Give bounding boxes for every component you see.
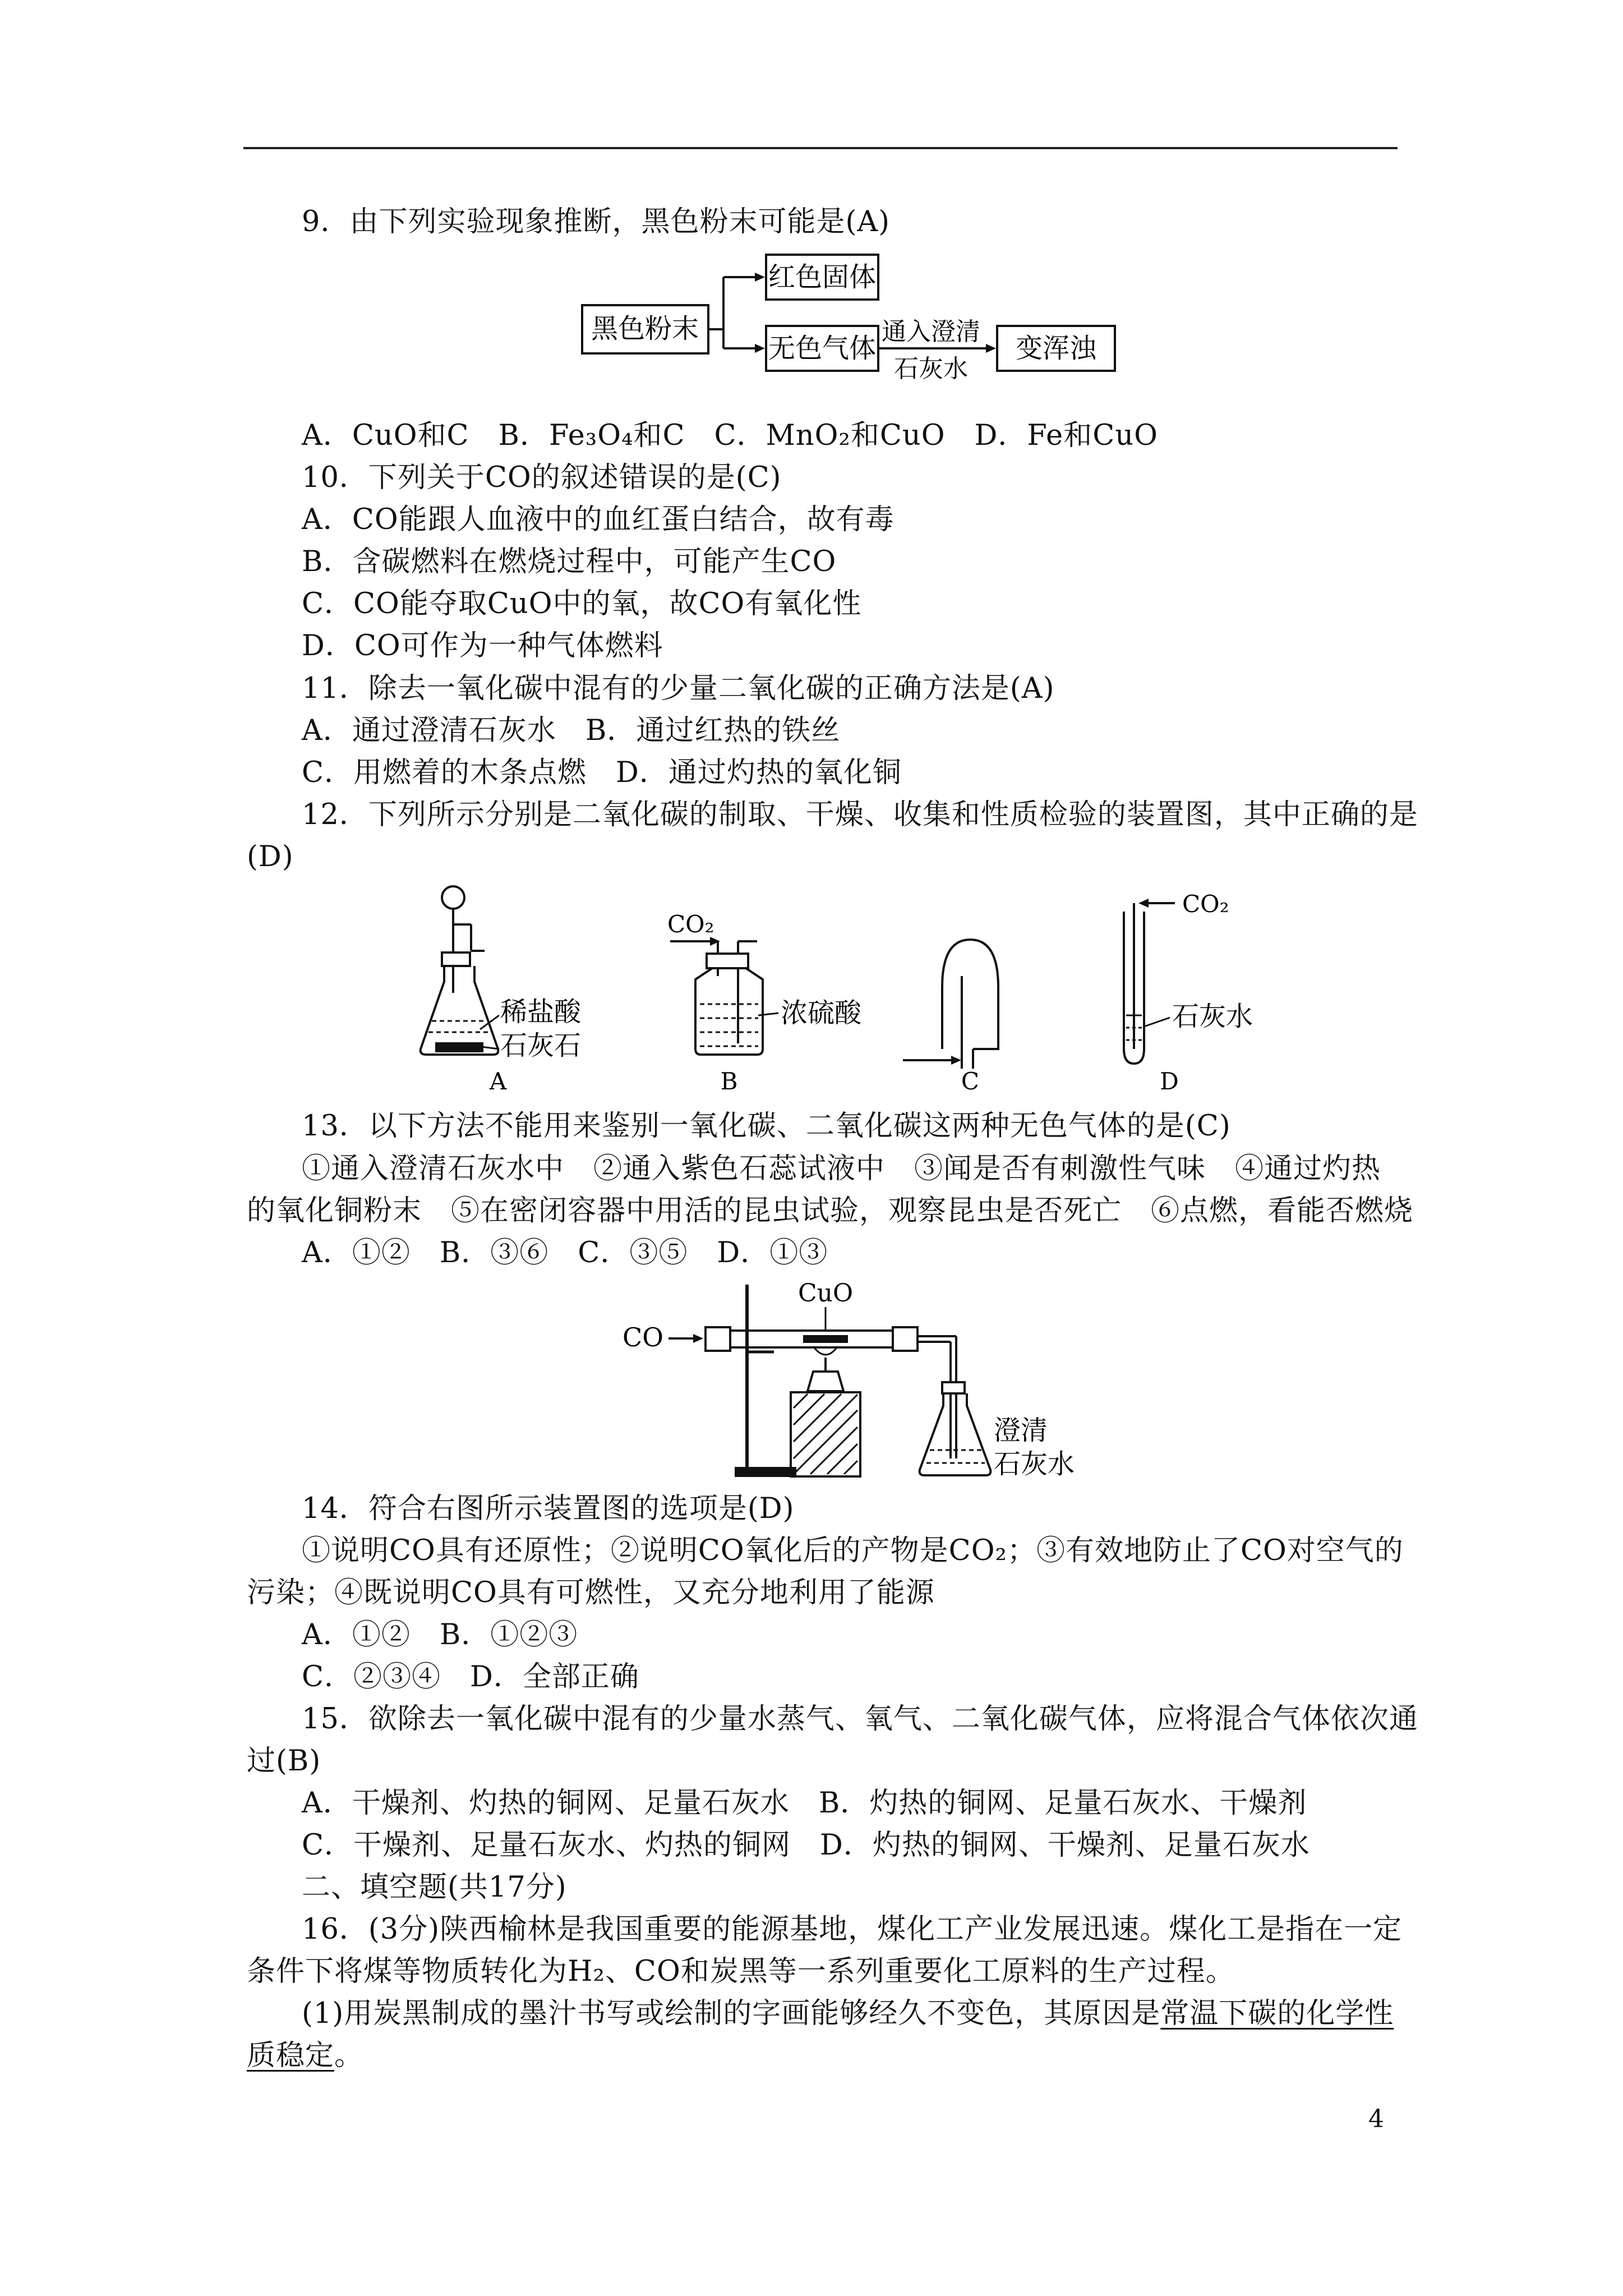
arrow-head-icon (755, 344, 765, 353)
alcohol-burner (808, 1372, 843, 1391)
header-rule (243, 147, 1398, 149)
q15-stem-line2: 过(B) (247, 1745, 321, 1778)
figure-b-gas-label: CO₂ (667, 910, 714, 938)
flow-label-colorless-gas: 无色气体 (768, 333, 877, 364)
arrow-head-icon (693, 1334, 703, 1343)
q14-options-ab: A．①② B．①②③ (302, 1618, 578, 1651)
co-reduction-apparatus (623, 1273, 1094, 1487)
q16-stem-line2: 条件下将煤等物质转化为H₂、CO和炭黑等一系列重要化工原料的生产过程。 (247, 1955, 1235, 1988)
flow-label-black-powder: 黑色粉末 (591, 313, 699, 344)
figure-a-generator (421, 886, 582, 1095)
q12-stem-line1: 12．下列所示分别是二氧化碳的制取、干燥、收集和性质检验的装置图，其中正确的是 (302, 798, 1418, 831)
q13-items-line2: 的氧化铜粉末 ⑤在密闭容器中用活的昆虫试验，观察昆虫是否死亡 ⑥点燃，看能否燃烧 (247, 1194, 1414, 1227)
q13-options: A．①② B．③⑥ C．③⑤ D．①③ (302, 1236, 828, 1269)
q11-stem: 11．除去一氧化碳中混有的少量二氧化碳的正确方法是(A) (302, 672, 1055, 705)
q13-stem: 13．以下方法不能用来鉴别一氧化碳、二氧化碳这两种无色气体的是(C) (302, 1110, 1231, 1143)
page-number: 4 (1368, 2105, 1384, 2133)
q14-options-cd: C．②③④ D．全部正确 (302, 1660, 639, 1694)
figure-c-collector (903, 940, 998, 1095)
q11-options-ab: A．通过澄清石灰水 B．通过红热的铁丝 (302, 714, 841, 747)
q10-option-c: C．CO能夺取CuO中的氧，故CO有氧化性 (302, 587, 862, 620)
apparatus-limewater-label-1: 澄清 (994, 1415, 1048, 1446)
q14-stem: 14．符合右图所示装置图的选项是(D) (302, 1492, 795, 1525)
q13-items-line1: ①通入澄清石灰水中 ②通入紫色石蕊试液中 ③闻是否有刺激性气味 ④通过灼热 (302, 1152, 1381, 1185)
figure-b-label-sulfuric: 浓硫酸 (781, 997, 862, 1029)
q10-option-d: D．CO可作为一种气体燃料 (302, 629, 663, 662)
figure-d-test-tube (1124, 890, 1253, 1095)
flow-label-red-solid: 红色固体 (768, 261, 877, 293)
q14-items-line1: ①说明CO具有还原性；②说明CO氧化后的产物是CO₂；③有效地防止了CO对空气的 (302, 1534, 1404, 1567)
q14-items-line2: 污染；④既说明CO具有可燃性，又充分地利用了能源 (247, 1576, 935, 1609)
figure-a-label-limestone: 石灰石 (500, 1030, 582, 1061)
figure-a-letter: A (489, 1068, 507, 1095)
figure-b-letter: B (720, 1068, 738, 1095)
arrow-head-icon (951, 1056, 961, 1065)
arrow-head-icon (986, 344, 996, 353)
figure-d-letter: D (1160, 1068, 1179, 1095)
q16-stem-line1: 16．(3分)陕西榆林是我国重要的能源基地，煤化工产业发展迅速。煤化工是指在一定 (302, 1913, 1403, 1946)
flow-arrow-label-2: 石灰水 (894, 355, 968, 383)
q15-options-ab: A．干燥剂、灼热的铜网、足量石灰水 B．灼热的铜网、足量石灰水、干燥剂 (302, 1787, 1307, 1820)
arrow-head-icon (755, 273, 765, 282)
q10-stem: 10．下列关于CO的叙述错误的是(C) (302, 461, 782, 494)
q16-sub1-end: 。 (334, 2039, 364, 2072)
q10-option-b: B．含碳燃料在燃烧过程中，可能产生CO (302, 545, 837, 578)
q9-options: A．CuO和C B．Fe₃O₄和C C．MnO₂和CuO D．Fe和CuO (302, 419, 1158, 452)
section-2-title: 二、填空题(共17分) (302, 1871, 567, 1904)
q12-stem-line2: (D) (247, 840, 294, 873)
figure-b-dryer (667, 910, 862, 1095)
q16-sub1-prefix: (1)用炭黑制成的墨汁书写或绘制的字画能够经久不变色，其原因是 (302, 1997, 1161, 2030)
q11-options-cd: C．用燃着的木条点燃 D．通过灼热的氧化铜 (302, 756, 902, 789)
arrow-head-icon (1138, 899, 1149, 908)
apparatus-cuo-label: CuO (797, 1279, 854, 1308)
figure-c-letter: C (961, 1068, 980, 1095)
q16-sub1-line1 (302, 1996, 1457, 2032)
figure-d-label-limewater: 石灰水 (1172, 1001, 1253, 1032)
q9-flow-diagram (578, 250, 1122, 385)
apparatus-limewater-label-2: 石灰水 (994, 1448, 1075, 1480)
q10-option-a: A．CO能跟人血液中的血红蛋白结合，故有毒 (302, 503, 895, 536)
figure-a-label-acid: 稀盐酸 (500, 996, 582, 1028)
q15-stem-line1: 15．欲除去一氧化碳中混有的少量水蒸气、氧气、二氧化碳气体，应将混合气体依次通 (302, 1703, 1418, 1736)
q9-stem: 9．由下列实验现象推断，黑色粉末可能是(A) (302, 205, 891, 238)
flow-arrow-label-1: 通入澄清 (882, 318, 980, 346)
flow-label-turbid: 变浑浊 (1015, 333, 1097, 364)
iron-stand-base (735, 1467, 796, 1477)
figure-d-gas-label: CO₂ (1182, 890, 1229, 918)
apparatus-co-label: CO (623, 1322, 663, 1352)
q15-options-cd: C．干燥剂、足量石灰水、灼热的铜网 D．灼热的铜网、干燥剂、足量石灰水 (302, 1829, 1310, 1862)
q16-sub1-answer-a: 常温下碳的化学性 (1160, 1997, 1394, 2030)
q12-apparatus-figures (415, 881, 1301, 1099)
q16-sub1-line2 (247, 2038, 1402, 2074)
q16-sub1-answer-b: 质稳定 (247, 2039, 335, 2072)
